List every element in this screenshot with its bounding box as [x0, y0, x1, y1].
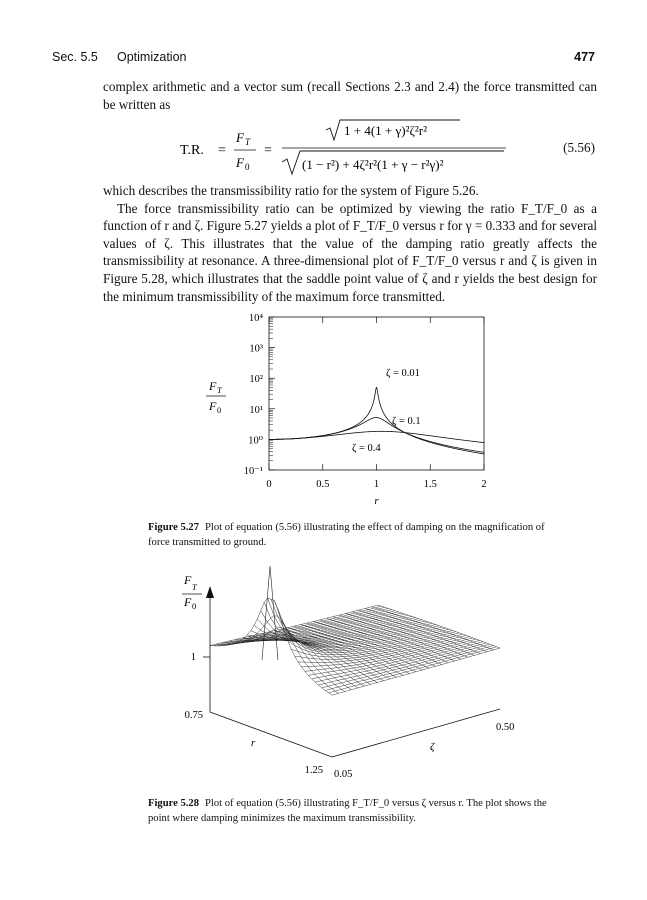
section-label: Sec. 5.5: [52, 50, 98, 64]
curve-label-zeta-0.1: ζ = 0.1: [392, 416, 421, 427]
svg-text:F: F: [236, 155, 244, 170]
zeta-axis-label: ζ: [430, 741, 435, 753]
z-label-den-sub: 0: [192, 601, 197, 611]
zeta-axis: [332, 709, 500, 757]
y-label-den: F: [209, 399, 217, 413]
page-number: 477: [574, 50, 595, 64]
resonance-peak: [262, 566, 278, 660]
paragraph-3-text: The force transmissibility ratio can be optimized by viewing the ratio F_T/F_0 as a function of r and ζ. Figure 5.27 yields a plot of F_T/F_0 versus r for γ = 0.333 and for several values of ζ. This illustrates that the value of the damping ratio greatly affects the transmissibility at resonance. A three-dimensional plot of F_T/F_0 versus r and ζ is given in Figure 5.28, which illustrates that the saddle point value of ζ and r yields the best design for the minimum transmissibility of the maximum force transmitted.: [103, 200, 597, 304]
caption-label: Figure 5.27: [148, 522, 200, 533]
svg-text:=: =: [264, 143, 272, 158]
y-axis-label: [206, 379, 226, 415]
y-label-den-sub: 0: [217, 405, 222, 415]
caption-text: Plot of equation (5.56) illustrating F_T/F_0 versus ζ versus r. The plot shows the point where damping minimizes the maximum transmissibility.: [148, 798, 547, 824]
y-label-num-sub: T: [217, 385, 222, 395]
x-tick-label: 0.5: [316, 479, 330, 490]
y-tick-label: 10⁴: [248, 313, 263, 324]
x-axis-label: r: [374, 495, 379, 507]
eq-denominator: (1 − r²) + 4ζ²r²(1 + γ − r²γ)²: [302, 157, 444, 172]
x-tick-label: 2: [481, 479, 487, 490]
r-axis-label: r: [251, 737, 256, 749]
zeta-start-label: 0.05: [334, 769, 353, 780]
svg-text:T: T: [245, 137, 251, 147]
y-label-num: F: [209, 379, 217, 393]
eq-lhs: T.R.: [180, 143, 204, 158]
paragraph-2-text: which describes the transmissibility ratio for the system of Figure 5.26.: [103, 183, 479, 198]
y-tick-label: 10⁰: [248, 435, 263, 447]
equation-5-56: [0, 118, 647, 178]
z-label-num-sub: T: [192, 582, 197, 592]
section-title: Optimization: [117, 50, 187, 64]
caption-label: Figure 5.28: [148, 798, 200, 809]
figure-5-27-caption: [148, 520, 558, 550]
r-end-label: 1.25: [304, 765, 323, 776]
zeta-end-label: 0.50: [496, 722, 515, 733]
curve-label-zeta-0.01: ζ = 0.01: [386, 368, 420, 379]
caption-text: Plot of equation (5.56) illustrating the effect of damping on the magnification of force transmitted to ground.: [148, 522, 545, 548]
y-tick-label: 10⁻¹: [243, 466, 263, 477]
y-tick-label: 10²: [249, 374, 263, 386]
x-tick-label: 1: [373, 479, 380, 490]
x-tick-label: 0: [266, 479, 272, 490]
z-axis-label: [182, 573, 202, 611]
svg-text:F: F: [236, 130, 244, 145]
z-label-num: F: [184, 573, 192, 587]
curve-label-zeta-0.4: ζ = 0.4: [352, 443, 381, 454]
figure-5-27-chart: [0, 305, 647, 515]
z-axis-arrow: [206, 586, 214, 598]
eq-numerator: 1 + 4(1 + γ)²ζ²r²: [344, 123, 427, 138]
surface-wireframe: [210, 598, 500, 695]
y-tick-label: 10³: [249, 343, 263, 355]
paragraph-2: [103, 182, 597, 305]
paragraph-1: complex arithmetic and a vector sum (recall Sections 2.3 and 2.4) the force transmitted can be written as: [103, 79, 597, 112]
y-tick-label: 10¹: [249, 404, 263, 416]
svg-text:=: =: [218, 143, 226, 158]
equation-number: (5.56): [563, 140, 595, 155]
curve-zeta-0.4: [269, 431, 484, 442]
r-axis: [210, 712, 332, 757]
z-tick-label: 1: [190, 652, 196, 663]
figure-5-28-caption: [148, 796, 558, 826]
svg-text:0: 0: [245, 162, 250, 172]
r-start-label: 0.75: [184, 710, 203, 721]
x-tick-label: 1.5: [423, 479, 437, 490]
z-label-den: F: [184, 595, 192, 609]
figure-5-28-surface: [0, 560, 647, 795]
